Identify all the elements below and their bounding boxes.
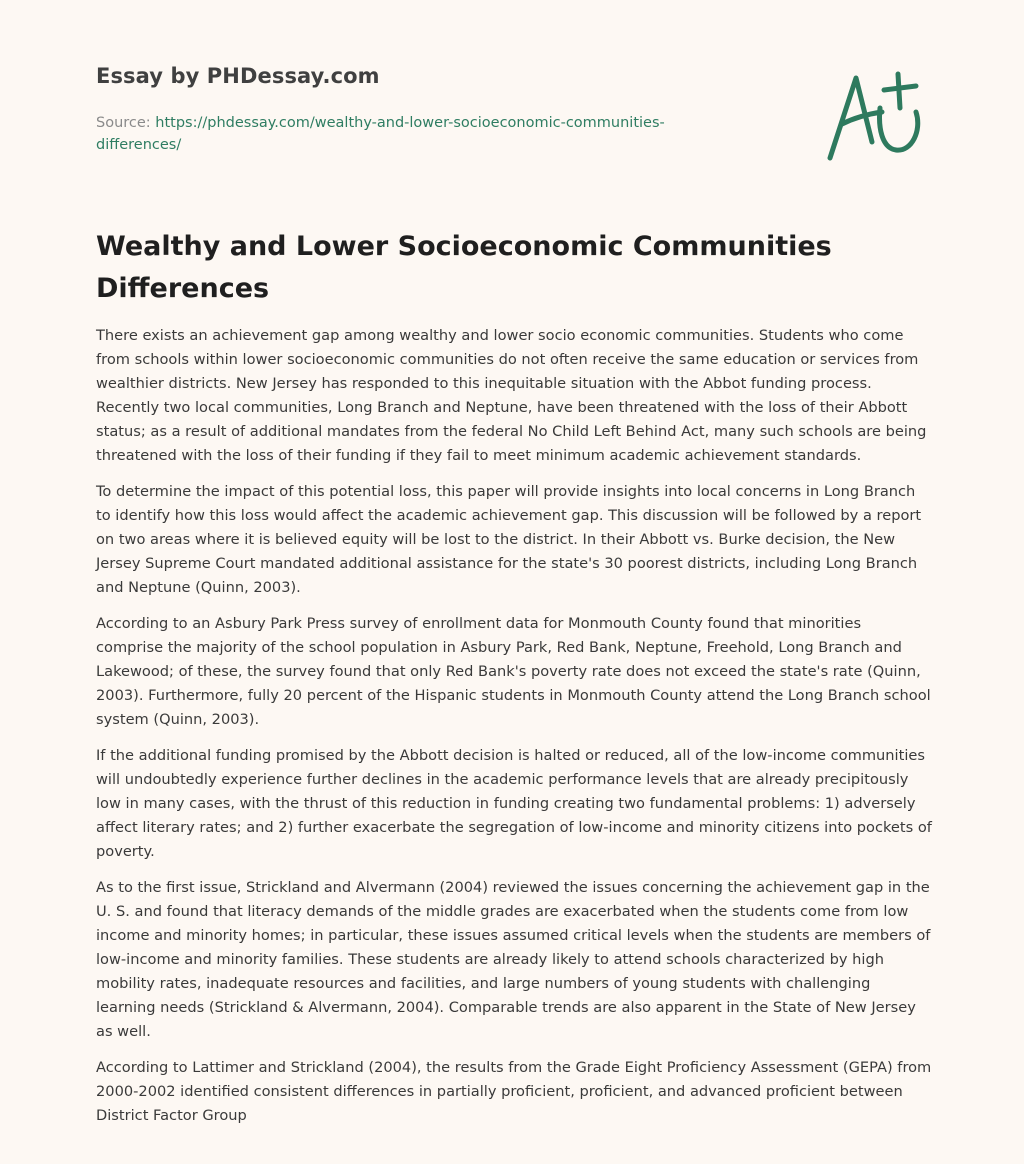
source-line bbox=[96, 112, 716, 156]
essay-paragraph: There exists an achievement gap among wealthy and lower socio economic communities. Students who come from schools within lower socioeconomic communities do not often receive the same education or services from wealthier districts. New Jersey has responded to this inequitable situation with the Abbot funding process. Recently two local communities, Long Branch and Neptune, have been threatened with the loss of their Abbott status; as a result of additional mandates from the federal No Child Left Behind Act, many such schools are being threatened with the loss of their funding if they fail to meet minimum academic achievement standards. bbox=[96, 327, 927, 464]
site-brand: Essay by PHDessay.com bbox=[96, 64, 380, 88]
essay-paragraph: According to an Asbury Park Press survey of enrollment data for Monmouth County found that minorities comprise the majority of the school population in Asbury Park, Red Bank, Neptune, Freehold, Long Branch and Lakewood; of these, the survey found that only Red Bank's poverty rate does not exceed the state's rate (Quinn, 2003). Furthermore, fully 20 percent of the Hispanic students in Monmouth County attend the Long Branch school system (Quinn, 2003). bbox=[96, 615, 931, 728]
essay-title: Wealthy and Lower Socioeconomic Communities Differences bbox=[96, 231, 832, 304]
essay-paragraph: As to the first issue, Strickland and Alvermann (2004) reviewed the issues concerning the achievement gap in the U. S. and found that literacy demands of the middle grades are exacerbated when the students come from low income and minority homes; in particular, these issues assumed critical levels when the students are members of low-income and minority families. These students are already likely to attend schools characterized by high mobility rates, inadequate resources and facilities, and large numbers of young students with challenging learning needs (Strickland & Alvermann, 2004). Comparable trends are also apparent in the State of New Jersey as well. bbox=[96, 879, 931, 1040]
a-plus-logo-icon bbox=[820, 68, 930, 168]
source-link[interactable]: https://phdessay.com/wealthy-and-lower-socioeconomic-communities-differences/ bbox=[96, 115, 665, 153]
essay-paragraph: According to Lattimer and Strickland (2004), the results from the Grade Eight Proficiency Assessment (GEPA) from 2000-2002 identified consistent differences in partially proficient, proficient, and advanced proficient between District Factor Group bbox=[96, 1059, 932, 1124]
essay-paragraph: If the additional funding promised by the Abbott decision is halted or reduced, all of the low-income communities will undoubtedly experience further declines in the academic performance levels that are already precipitously low in many cases, with the thrust of this reduction in funding creating two fundamental problems: 1) adversely affect literary rates; and 2) further exacerbate the segregation of low-income and minority citizens into pockets of poverty. bbox=[96, 747, 932, 860]
essay-paragraph: To determine the impact of this potential loss, this paper will provide insights into local concerns in Long Branch to identify how this loss would affect the academic achievement gap. This discussion will be followed by a report on two areas where it is believed equity will be lost to the district. In their Abbott vs. Burke decision, the New Jersey Supreme Court mandated additional assistance for the state's 30 poorest districts, including Long Branch and Neptune (Quinn, 2003). bbox=[96, 483, 922, 596]
source-label: Source: bbox=[96, 115, 151, 131]
essay-body bbox=[96, 324, 932, 1140]
